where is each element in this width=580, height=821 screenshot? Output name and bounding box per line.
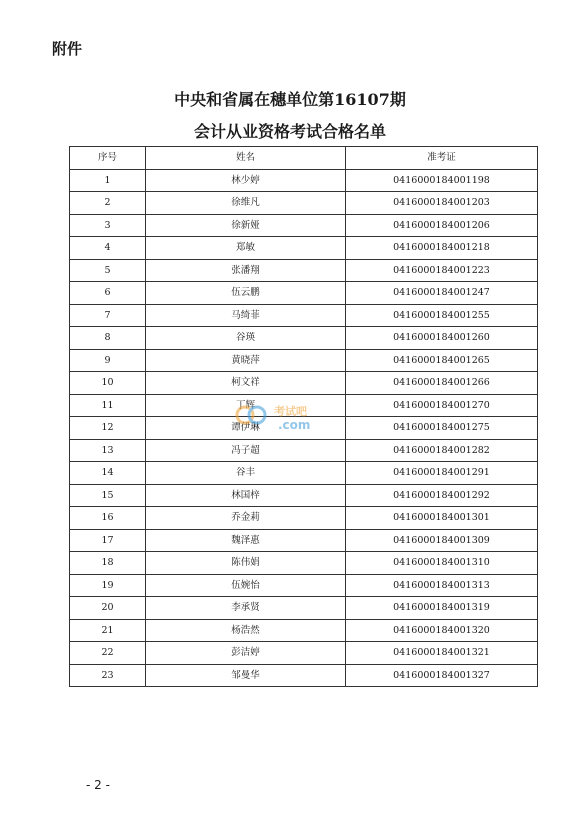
table-row (70, 664, 538, 687)
cell-ticket: 0416000184001310 (346, 552, 538, 575)
page-number: - 2 - (86, 778, 110, 792)
cell-ticket: 0416000184001265 (346, 349, 538, 372)
cell-ticket: 0416000184001327 (346, 664, 538, 687)
table-row (70, 259, 538, 282)
cell-seq: 8 (70, 327, 146, 350)
col-header-seq: 序号 (70, 147, 146, 170)
cell-seq: 7 (70, 304, 146, 327)
cell-name: 伍婉怡 (146, 574, 346, 597)
table-row (70, 169, 538, 192)
page-title: 中央和省属在穗单位第16107期 (174, 90, 406, 109)
cell-name: 邹曼华 (146, 664, 346, 687)
cell-name: 林国梓 (146, 484, 346, 507)
table-row (70, 574, 538, 597)
table-row (70, 214, 538, 237)
watermark-logo (232, 398, 352, 434)
cell-name: 张潘翔 (146, 259, 346, 282)
cell-seq: 16 (70, 507, 146, 530)
cell-ticket: 0416000184001319 (346, 597, 538, 620)
table-row (70, 619, 538, 642)
watermark-text: 考试吧 (274, 405, 307, 418)
table-row (70, 529, 538, 552)
cell-name: 杨浩然 (146, 619, 346, 642)
cell-ticket: 0416000184001247 (346, 282, 538, 305)
cell-name: 伍云鹏 (146, 282, 346, 305)
cell-name: 谷瑛 (146, 327, 346, 350)
cell-ticket: 0416000184001313 (346, 574, 538, 597)
cell-seq: 1 (70, 169, 146, 192)
cell-ticket: 0416000184001223 (346, 259, 538, 282)
cell-seq: 15 (70, 484, 146, 507)
cell-seq: 14 (70, 462, 146, 485)
cell-ticket: 0416000184001255 (346, 304, 538, 327)
cell-ticket: 0416000184001270 (346, 394, 538, 417)
cell-seq: 9 (70, 349, 146, 372)
cell-seq: 22 (70, 642, 146, 665)
table-row (70, 192, 538, 215)
cell-name: 乔金莉 (146, 507, 346, 530)
cell-seq: 4 (70, 237, 146, 260)
table-row (70, 372, 538, 395)
cell-name: 黄晓萍 (146, 349, 346, 372)
cell-ticket: 0416000184001206 (346, 214, 538, 237)
cell-seq: 13 (70, 439, 146, 462)
cell-ticket: 0416000184001321 (346, 642, 538, 665)
cell-ticket: 0416000184001260 (346, 327, 538, 350)
table-header-row (70, 147, 538, 170)
cell-seq: 21 (70, 619, 146, 642)
cell-ticket: 0416000184001198 (346, 169, 538, 192)
cell-seq: 18 (70, 552, 146, 575)
cell-seq: 20 (70, 597, 146, 620)
table-row (70, 462, 538, 485)
table-row (70, 304, 538, 327)
cell-name: 马绮菲 (146, 304, 346, 327)
table-row (70, 327, 538, 350)
cell-seq: 23 (70, 664, 146, 687)
cell-ticket: 0416000184001275 (346, 417, 538, 440)
cell-name: 李承贤 (146, 597, 346, 620)
cell-seq: 6 (70, 282, 146, 305)
table-row (70, 507, 538, 530)
cell-seq: 3 (70, 214, 146, 237)
table-row (70, 439, 538, 462)
cell-ticket: 0416000184001282 (346, 439, 538, 462)
cell-ticket: 0416000184001320 (346, 619, 538, 642)
cell-name: 丁辉 (146, 394, 346, 417)
cell-ticket: 0416000184001203 (346, 192, 538, 215)
cell-seq: 17 (70, 529, 146, 552)
cell-seq: 2 (70, 192, 146, 215)
col-header-name: 姓名 (146, 147, 346, 170)
cell-name: 柯文祥 (146, 372, 346, 395)
col-header-ticket: 准考证 (346, 147, 538, 170)
cell-name: 徐维凡 (146, 192, 346, 215)
watermark-domain: .com (278, 418, 311, 432)
page-subtitle: 会计从业资格考试合格名单 (193, 122, 386, 141)
cell-ticket: 0416000184001291 (346, 462, 538, 485)
attachment-label: 附件 (52, 40, 83, 58)
table-row (70, 237, 538, 260)
cell-ticket: 0416000184001266 (346, 372, 538, 395)
table-row (70, 282, 538, 305)
cell-name: 谭伊琳 (146, 417, 346, 440)
cell-seq: 5 (70, 259, 146, 282)
cell-name: 郑敏 (146, 237, 346, 260)
cell-ticket: 0416000184001301 (346, 507, 538, 530)
table-row (70, 642, 538, 665)
watermark-ring-2 (249, 407, 265, 423)
cell-name: 林少婷 (146, 169, 346, 192)
cell-name: 魏泽惠 (146, 529, 346, 552)
cell-ticket: 0416000184001292 (346, 484, 538, 507)
cell-ticket: 0416000184001309 (346, 529, 538, 552)
cell-seq: 10 (70, 372, 146, 395)
cell-name: 徐新娅 (146, 214, 346, 237)
cell-ticket: 0416000184001218 (346, 237, 538, 260)
table-row (70, 484, 538, 507)
cell-seq: 12 (70, 417, 146, 440)
cell-name: 谷丰 (146, 462, 346, 485)
table-row (70, 552, 538, 575)
cell-seq: 19 (70, 574, 146, 597)
cell-name: 冯子超 (146, 439, 346, 462)
table-row (70, 597, 538, 620)
table-row (70, 349, 538, 372)
cell-name: 彭洁婷 (146, 642, 346, 665)
cell-name: 陈伟娟 (146, 552, 346, 575)
cell-seq: 11 (70, 394, 146, 417)
